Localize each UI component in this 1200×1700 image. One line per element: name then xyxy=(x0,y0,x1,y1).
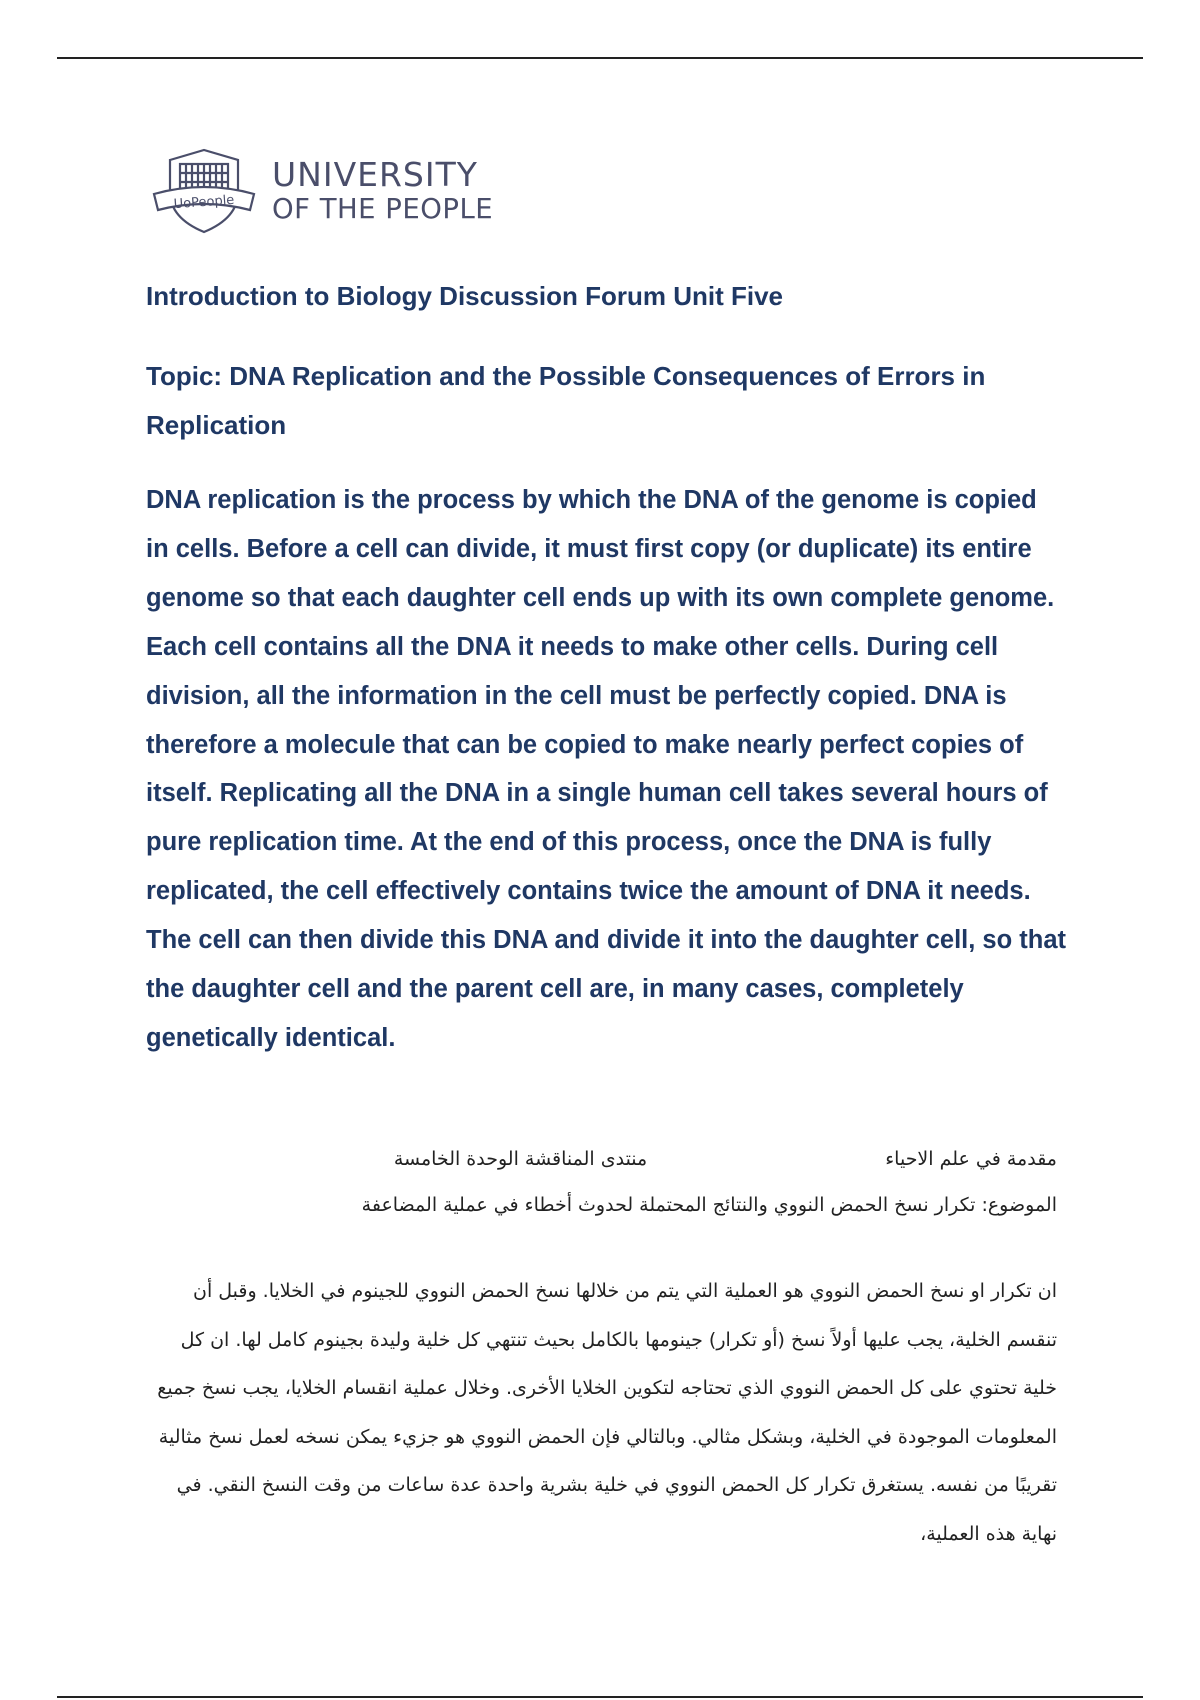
course-heading: Introduction to Biology Discussion Forum Unit Five xyxy=(146,281,783,311)
topic-heading: Topic: DNA Replication and the Possible Consequences of Errors in Replication xyxy=(146,361,986,440)
top-divider xyxy=(57,57,1143,59)
arabic-course-title: مقدمة في علم الاحياء xyxy=(885,1148,1057,1170)
uopeople-shield-icon xyxy=(150,146,258,236)
logo-name-line2: OF THE PEOPLE xyxy=(272,193,494,226)
arabic-forum-title: منتدى المناقشة الوحدة الخامسة xyxy=(393,1148,648,1170)
logo-badge-text: UoPeople xyxy=(173,192,235,213)
english-body-paragraph: DNA replication is the process by which the DNA of the genome is copied in cells. Before a cell can divide, it must first copy (or duplicate) its entire genome so that each daughter cell ends up with its own complete genome. Each cell contains all the DNA it needs to make other cells. During cell division, all the information in the cell must be perfectly copied. DNA is therefore a molecule that can be copied to make nearly perfect copies of itself. Replicating all the DNA in a single human cell takes several hours of pure replication time. At the end of this process, once the DNA is fully replicated, the cell effectively contains twice the amount of DNA it needs. The cell can then divide this DNA and divide it into the daughter cell, so that the daughter cell and the parent cell are, in many cases, completely genetically identical. xyxy=(146,486,1067,1052)
arabic-header-line xyxy=(157,1148,1057,1170)
arabic-topic: الموضوع: تكرار نسخ الحمض النووي والنتائج المحتملة لحدوث أخطاء في عملية المضاعفة xyxy=(361,1194,1057,1216)
arabic-body-paragraph: ان تكرار او نسخ الحمض النووي هو العملية التي يتم من خلالها نسخ الحمض النووي للجينوم في الخلايا. وقبل أن تنقسم الخلية، يجب عليها أولاً نسخ (أو تكرار) جينومها بالكامل بحيث تنتهي كل خلية وليدة بجينوم كامل لها. ان كل خلية تحتوي على كل الحمض النووي الذي تحتاجه لتكوين الخلايا الأخرى. وخلال عملية انقسام الخلايا، يجب نسخ جميع المعلومات الموجودة في الخلية، وبشكل مثالي. وبالتالي فإن الحمض النووي هو جزيء يمكن نسخه لعمل نسخ مثالية تقريبًا من نفسه. يستغرق تكرار كل الحمض النووي في خلية بشرية واحدة عدة ساعات من وقت النسخ النقي. في نهاية هذه العملية، xyxy=(157,1280,1057,1545)
university-logo xyxy=(150,146,493,236)
logo-name-line1: UNIVERSITY xyxy=(272,155,478,195)
bottom-divider xyxy=(57,1696,1143,1698)
